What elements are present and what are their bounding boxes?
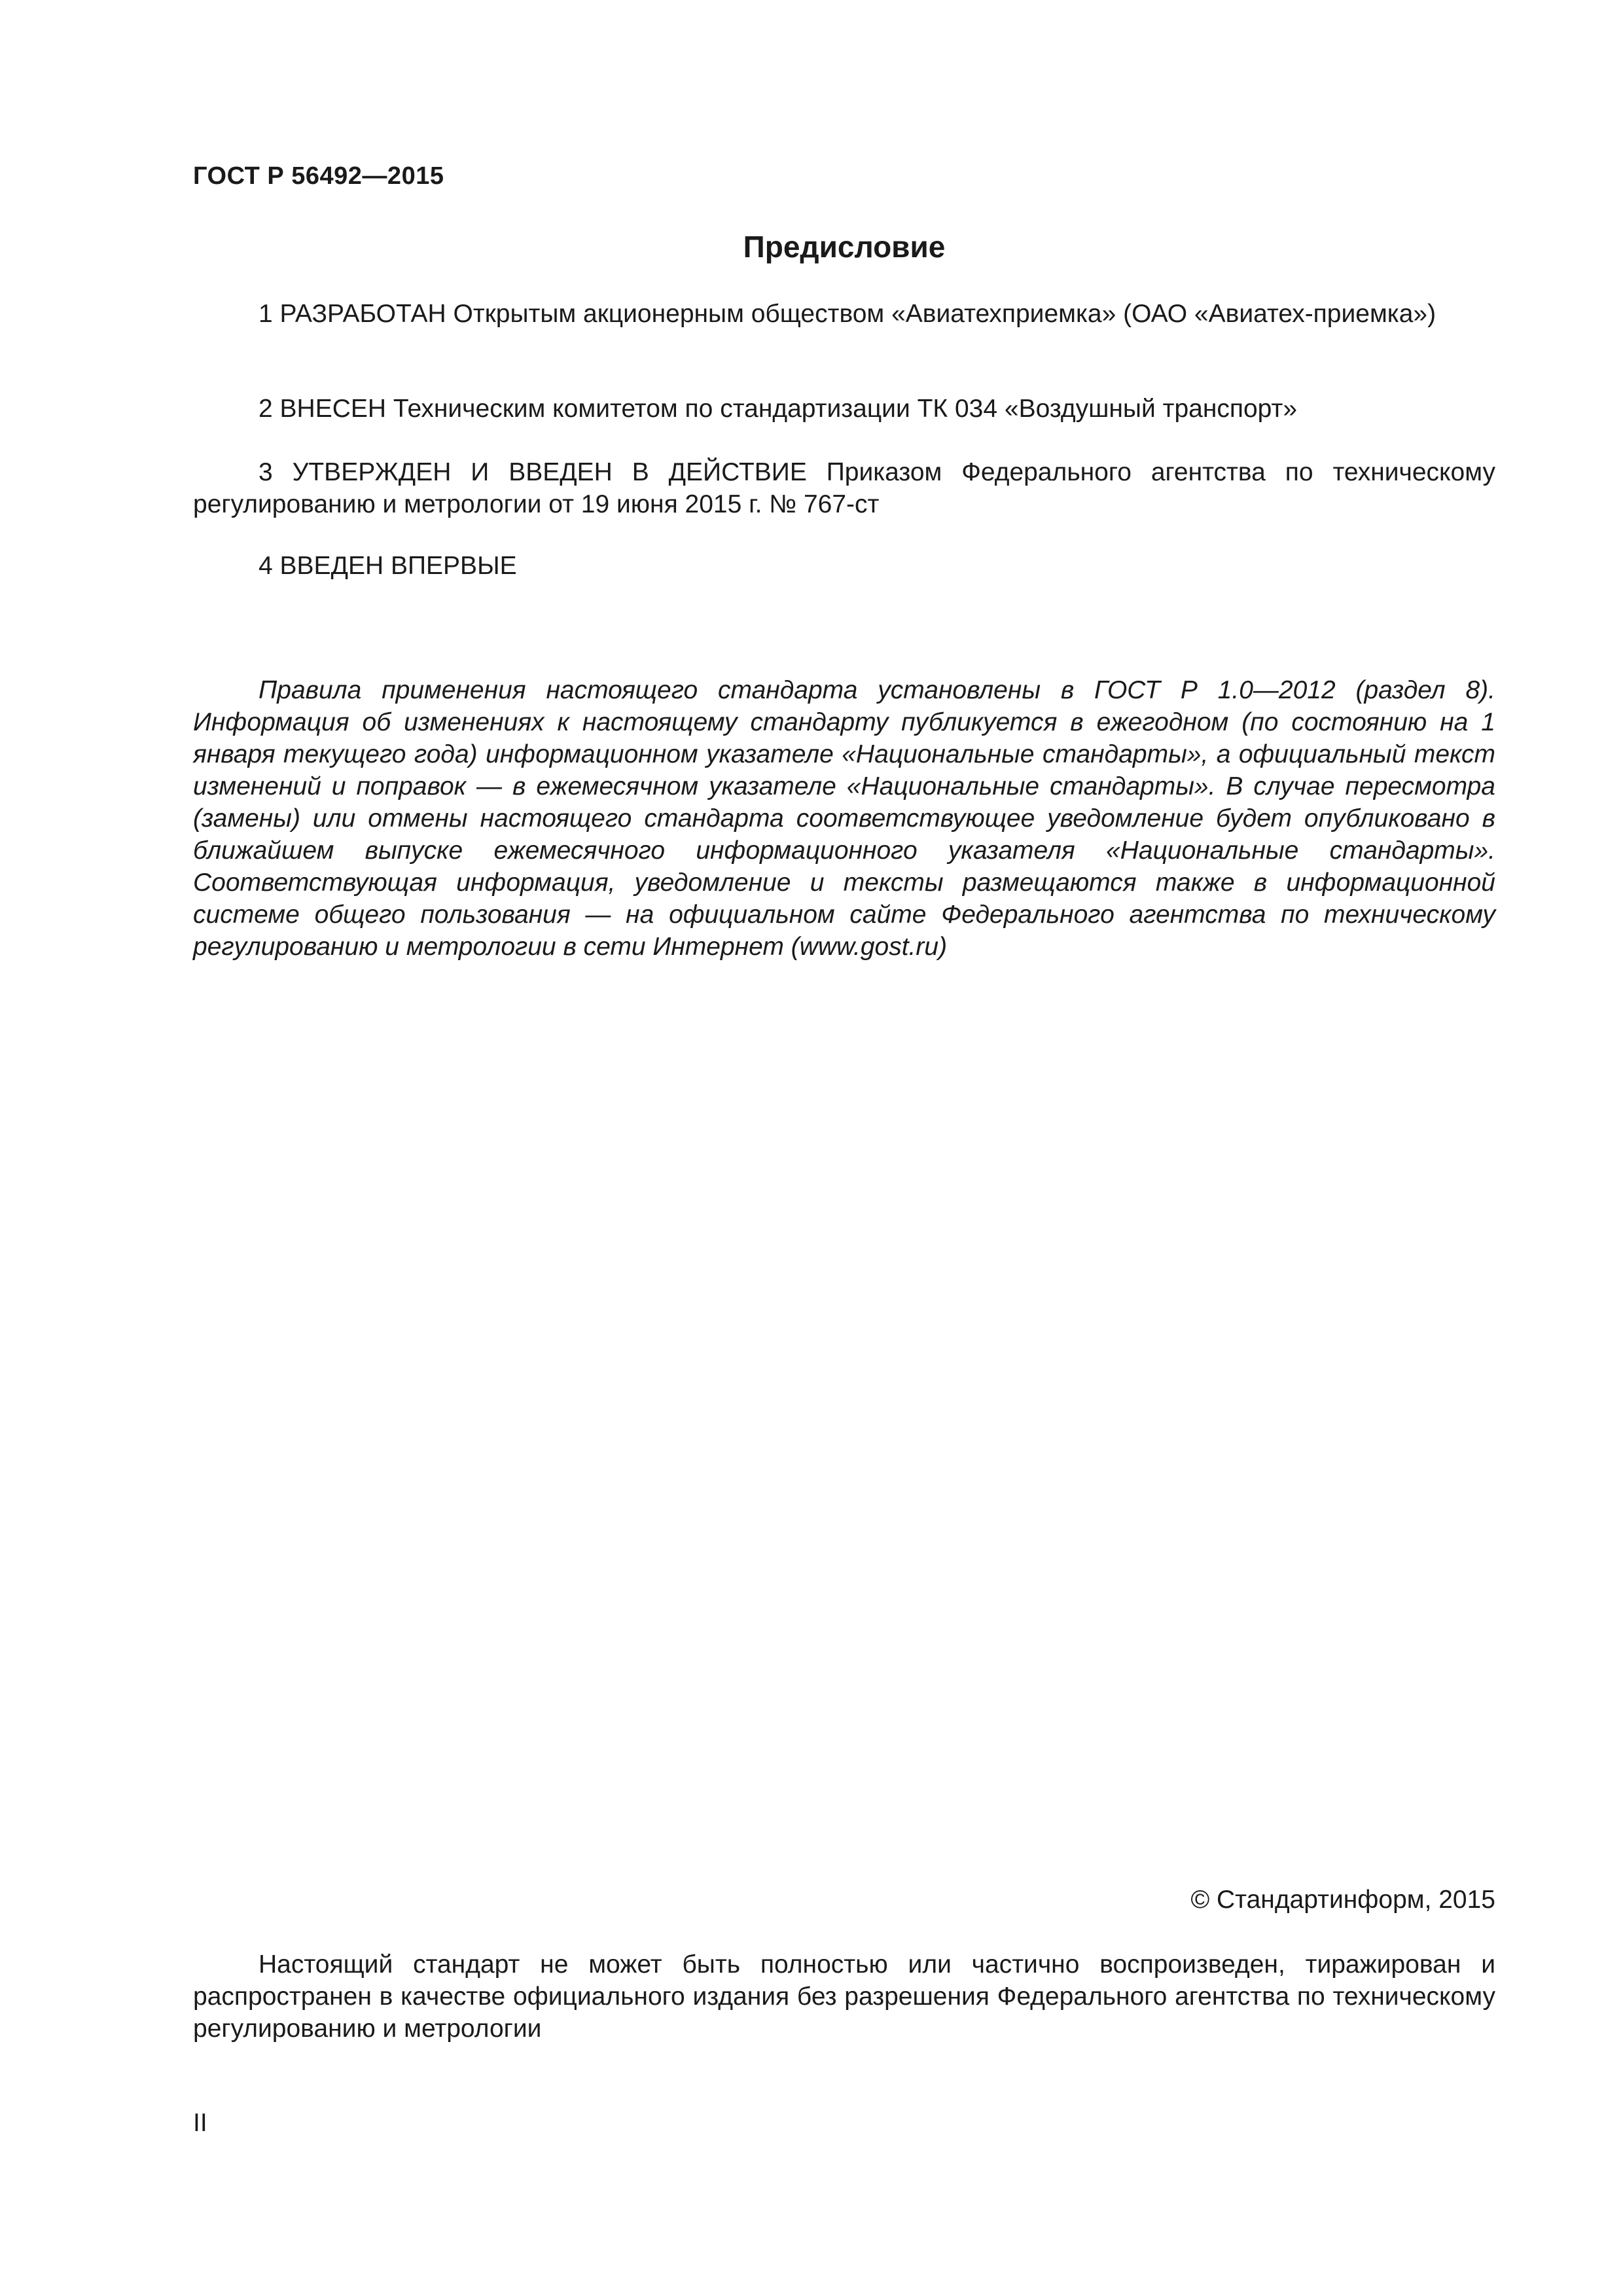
foreword-item-3: 3 УТВЕРЖДЕН И ВВЕДЕН В ДЕЙСТВИЕ Приказом Федерального агентства по техническому регулированию и метрологии от 19 июня 2015 г. № 767-ст — [193, 458, 1495, 518]
copyright-line: © Стандартинформ, 2015 — [1190, 1886, 1495, 1914]
page-number: II — [193, 2109, 207, 2137]
foreword-title: Предисловие — [743, 230, 946, 264]
foreword-item-4: 4 ВВЕДЕН ВПЕРВЫЕ — [259, 552, 517, 580]
document-code: ГОСТ Р 56492—2015 — [193, 162, 444, 190]
foreword-item-2-block — [193, 393, 1495, 425]
foreword-item-3-block — [193, 456, 1495, 520]
foreword-item-4-block — [193, 550, 1495, 582]
foreword-item-1-block — [193, 298, 1495, 330]
foreword-item-1: 1 РАЗРАБОТАН Открытым акционерным обществом «Авиатехприемка» (ОАО «Авиатех-приемка») — [259, 300, 1436, 328]
reproduction-notice-block — [193, 1948, 1495, 2045]
notice-block — [193, 674, 1495, 963]
foreword-item-2: 2 ВНЕСЕН Техническим комитетом по стандартизации ТК 034 «Воздушный транспорт» — [259, 395, 1298, 423]
reproduction-notice: Настоящий стандарт не может быть полностью или частично воспроизведен, тиражирован и распространен в качестве официального издания без разрешения Федерального агентства по техническому регулированию и метрологии — [193, 1950, 1495, 2043]
application-notice: Правила применения настоящего стандарта установлены в ГОСТ Р 1.0—2012 (раздел 8). Информация об изменениях к настоящему стандарту публикуется в ежегодном (по состоянию на 1 января текущего года) информационном указателе «Национальные стандарты», а официальный текст изменений и поправок — в ежемесячном указателе «Национальные стандарты». В случае пересмотра (замены) или отмены настоящего стандарта соответствующее уведомление будет опубликовано в ближайшем выпуске ежемесячного информационного указателя «Национальные стандарты». Соответствующая информация, уведомление и тексты размещаются также в информационной системе общего пользования — на официальном сайте Федерального агентства по техническому регулированию и метрологии в сети Интернет (www.gost.ru) — [193, 676, 1495, 961]
